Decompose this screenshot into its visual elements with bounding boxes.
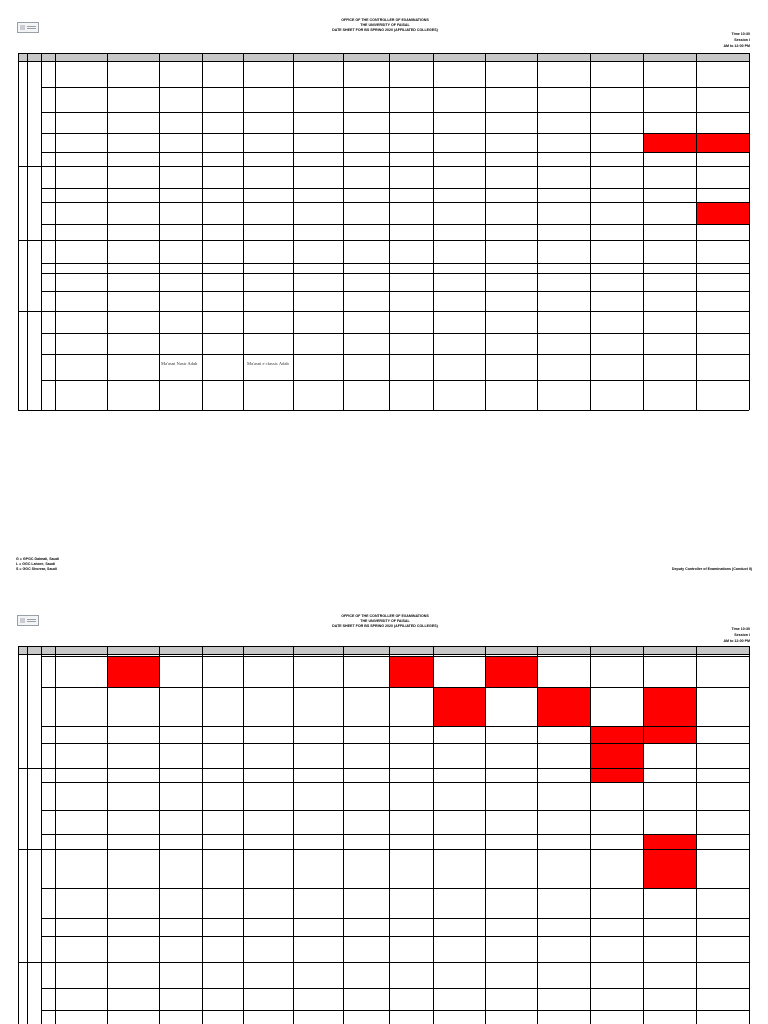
- highlighted-cell: [643, 687, 696, 726]
- meta-time: Time 10:30: [731, 627, 750, 631]
- legend-s: S = GGC Shorear, Saudi: [16, 567, 57, 572]
- highlighted-cell: [696, 202, 749, 224]
- datesheet-table-page1: [18, 53, 750, 411]
- highlighted-cell: [590, 726, 643, 782]
- header-office: OFFICE OF THE CONTROLLER OF EXAMINATIONS: [341, 614, 429, 618]
- highlighted-cell: [537, 687, 590, 726]
- meta-session: Session I: [734, 38, 750, 42]
- highlighted-cell: [643, 726, 696, 743]
- highlighted-cell: [643, 834, 696, 888]
- meta-time: Time 10:30: [731, 32, 750, 36]
- highlighted-cell: [107, 656, 159, 687]
- highlighted-cell: [433, 687, 485, 726]
- meta-session: Session I: [734, 633, 750, 637]
- legend-g: G = GPGC Dalmali, Saudi: [16, 557, 60, 561]
- cell-note-2: Ma'asni e classic Adab: [247, 361, 289, 366]
- highlighted-cell: [389, 656, 433, 687]
- header-university: THE UNIVERSITY OF FAISAL: [360, 23, 410, 28]
- header-datesheet-title: DATE SHEET FOR BS SPRING 2020 (AFFILIATED COLLEGES): [332, 624, 438, 629]
- highlighted-cell: [696, 133, 749, 152]
- legend-l: L = GGC Lahore, Saudi: [16, 562, 56, 567]
- meta-hours: AM to 12:00 PM: [723, 44, 750, 48]
- table-header-band: [18, 53, 749, 61]
- header-university: THE UNIVERSITY OF FAISAL: [360, 619, 410, 624]
- header-office: OFFICE OF THE CONTROLLER OF EXAMINATIONS: [341, 18, 429, 22]
- highlighted-cell: [485, 656, 537, 687]
- table-header-band: [18, 646, 749, 654]
- datesheet-table-page2: [18, 646, 750, 1024]
- highlighted-cell: [643, 133, 696, 152]
- header-datesheet-title: DATE SHEET FOR BS SPRING 2020 (AFFILIATED COLLEGES): [332, 28, 438, 33]
- cell-note-1: Ma'asni Nasir Adab: [161, 361, 198, 366]
- signature-line: Deputy Controller of Examinations (Conduct II): [671, 567, 752, 571]
- meta-hours: AM to 12:00 PM: [723, 639, 750, 643]
